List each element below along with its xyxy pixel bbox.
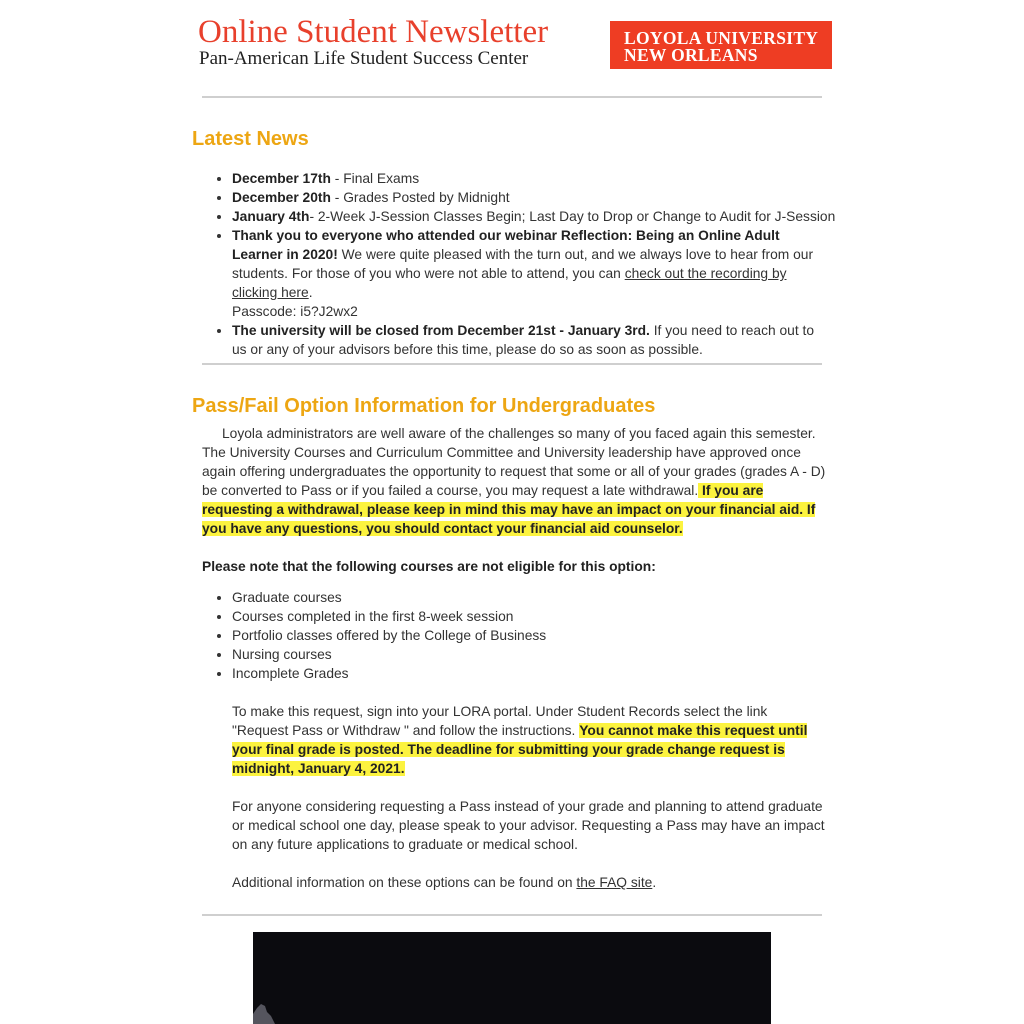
deadline-highlight-2: your final grade is posted. The deadline for submitting your grade change request is midnight, January 4, 2021.: [232, 742, 785, 776]
faq-link[interactable]: the FAQ site: [576, 875, 653, 890]
logo-line-2: NEW ORLEANS: [624, 45, 758, 65]
list-item: • January 4th- 2-Week J-Session Classes Begin; Last Day to Drop or Change to Audit for J-Session: [232, 207, 827, 226]
list-item: • December 20th - Grades Posted by Midnight: [232, 188, 827, 207]
withdrawal-warning: If you are requesting a withdrawal, please keep in mind this may have an impact on your financial aid. If you have any questions, you should contact your financial aid counselor.: [202, 483, 816, 536]
feature-photo: [253, 932, 771, 1024]
logo-line-1: LOYOLA UNIVERSITY: [624, 28, 819, 48]
grad-school-note: For anyone considering requesting a Pass instead of your grade and planning to attend graduate or medical school one day, please speak to your advisor. Requesting a Pass may have an impact on any future applications to graduate or medical school.: [232, 799, 825, 852]
latest-news-heading: Latest News: [192, 128, 309, 150]
ineligible-courses-list: [202, 588, 792, 683]
additional-info: Additional information on these options can be found on the FAQ site.: [232, 875, 657, 890]
list-item: • Nursing courses: [232, 645, 792, 664]
passcode: Passcode: i5?J2wx2: [232, 304, 358, 319]
divider: [202, 914, 822, 916]
list-item: • Courses completed in the first 8-week session: [232, 607, 792, 626]
list-item: • Thank you to everyone who attended our webinar Reflection: Being an Online Adult Learner in 2020! We were quite pleased with the turn out, and we always love to hear from our students. For those of you who were not able to attend, you can check out the recording by clicking here. Passcode: i5?J2wx2: [232, 226, 827, 321]
eligibility-note: Please note that the following courses are not eligible for this option:: [202, 559, 656, 574]
pass-fail-heading: Pass/Fail Option Information for Undergraduates: [192, 395, 656, 417]
loyola-logo[interactable]: [610, 21, 832, 69]
divider: [202, 363, 822, 365]
list-item: • December 17th - Final Exams: [232, 169, 827, 188]
list-item: • Graduate courses: [232, 588, 792, 607]
list-item: • The university will be closed from December 21st - January 3rd. If you need to reach out to us or any of your advisors before this time, please do so as soon as possible.: [232, 321, 827, 359]
latest-news-list: [202, 169, 836, 359]
list-item: • Portfolio classes offered by the College of Business: [232, 626, 792, 645]
pass-fail-intro: Loyola administrators are well aware of the challenges so many of you faced again this semester. The University Courses and Curriculum Committee and University leadership have approved once again offering undergraduates the opportunity to request that some or all of your grades (grades A - D) be converted to Pass or if you failed a course, you may request a late withdrawal. If you are requesting a withdrawal, please keep in mind this may have an impact on your financial aid. If you have any questions, you should contact your financial aid counselor.: [202, 426, 826, 536]
photo-silhouette: [253, 932, 771, 1024]
divider: [202, 96, 822, 98]
newsletter-subtitle: Pan-American Life Student Success Center: [199, 48, 529, 69]
request-instructions: To make this request, sign into your LORA portal. Under Student Records select the link "Request Pass or Withdraw " and follow the instructions. You cannot make this request until your final grade is posted. The deadline for submitting your grade change request is midnight, January 4, 2021.: [232, 704, 808, 776]
recording-link[interactable]: check out the recording by clicking here: [232, 266, 787, 300]
list-item: • Incomplete Grades: [232, 664, 792, 683]
deadline-highlight-1: You cannot make this request until: [579, 723, 808, 738]
newsletter-title: Online Student Newsletter: [198, 14, 549, 50]
